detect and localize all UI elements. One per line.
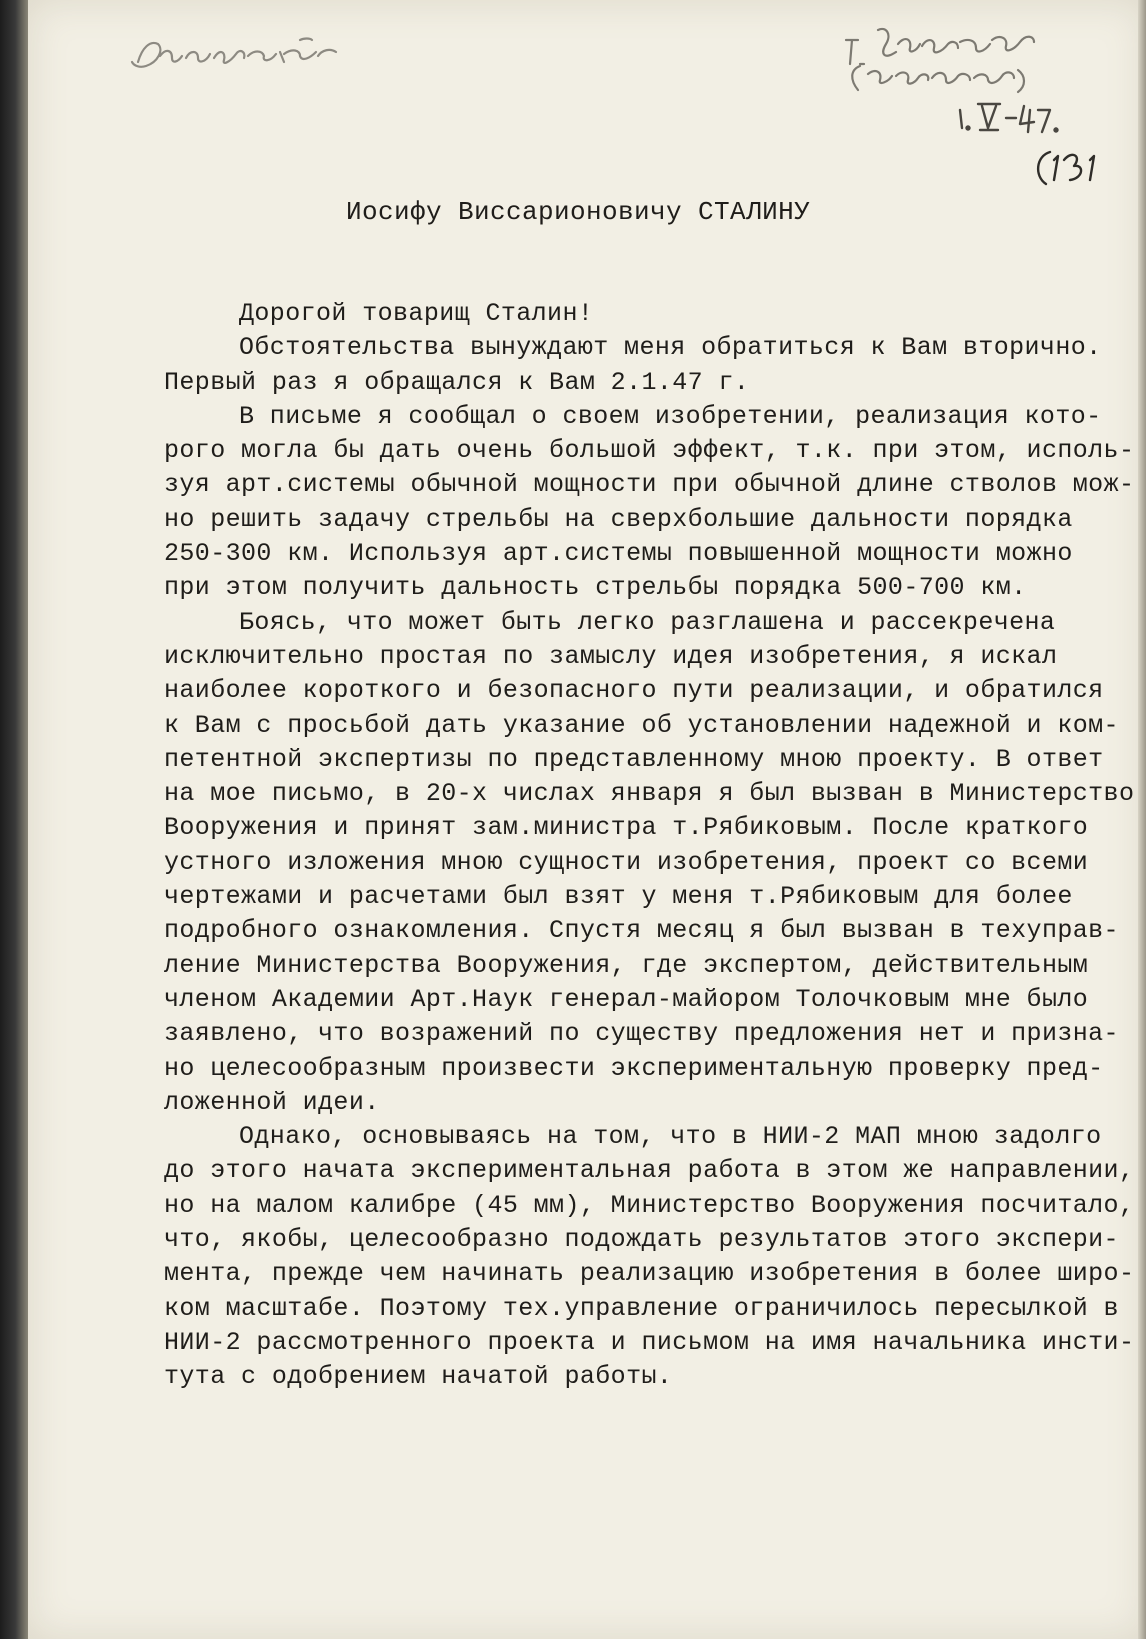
letter-line: но на малом калибре (45 мм), Министерство Вооружения посчитало, xyxy=(164,1190,1135,1220)
letter-line: подробного ознакомления. Спустя месяц я был вызван в техуправ- xyxy=(164,916,1119,946)
letter-line: НИИ-2 рассмотренного проекта и письмом на имя начальника инсти- xyxy=(164,1327,1135,1357)
scan-right-edge xyxy=(1138,0,1146,1639)
annotation-page-number xyxy=(1038,152,1094,184)
letter-line: до этого начата экспериментальная работа в этом же направлении, xyxy=(164,1156,1135,1186)
letter-line: к Вам с просьбой дать указание об установлении надежной и ком- xyxy=(164,710,1119,740)
letter-line: устного изложения мною сущности изобретения, проект со всеми xyxy=(164,847,1089,877)
letter-line: тута с одобрением начатой работы. xyxy=(164,1362,673,1392)
letter-line: заявлено, что возражений по существу предложения нет и призна- xyxy=(164,1019,1119,1049)
letter-line: но целесообразным произвести экспериментальную проверку пред- xyxy=(164,1053,1104,1083)
letter-line: В письме я сообщал о своем изобретении, реализация кото- xyxy=(239,401,1102,431)
scan-left-edge xyxy=(0,0,28,1639)
letter-line: ление Министерства Вооружения, где экспертом, действительным xyxy=(164,950,1089,980)
letter-line: петентной экспертизы по представленному мною проекту. В ответ xyxy=(164,744,1104,774)
letter-line: Боясь, что может быть легко разглашена и рассекречена xyxy=(239,607,1056,637)
letter-line: Однако, основываясь на том, что в НИИ-2 МАП мною задолго xyxy=(239,1122,1102,1152)
addressee-line: Иосифу Виссарионовичу СТАЛИНУ xyxy=(346,197,811,227)
letter-line: зуя арт.системы обычной мощности при обычной длине стволов мож- xyxy=(164,470,1135,500)
letter-line: Дорогой товарищ Сталин! xyxy=(239,299,594,328)
letter-line: что, якобы, целесообразно подождать результатов этого экспери- xyxy=(164,1225,1119,1255)
letter-line: членом Академии Арт.Наук генерал-майором Толочковым мне было xyxy=(164,984,1089,1014)
letter-line: ложенной идеи. xyxy=(164,1087,380,1117)
letter-line: при этом получить дальность стрельбы порядка 500-700 км. xyxy=(164,573,1027,603)
annotation-top-right xyxy=(846,29,1034,92)
letter-line: мента, прежде чем начинать реализацию изобретения в более широ- xyxy=(164,1259,1135,1289)
letter-line: исключительно простая по замыслу идея изобретения, я искал xyxy=(164,641,1058,671)
letter-line: Обстоятельства вынуждают меня обратиться к Вам вторично. xyxy=(239,333,1102,363)
annotation-top-left xyxy=(132,39,336,67)
letter-line: но решить задачу стрельбы на сверхбольшие дальности порядка xyxy=(164,504,1073,534)
letter-line: Первый раз я обращался к Вам 2.1.47 г. xyxy=(164,367,750,397)
annotation-date xyxy=(960,104,1058,132)
letter-line: ком масштабе. Поэтому тех.управление ограничилось пересылкой в xyxy=(164,1293,1119,1323)
letter-line: на мое письмо, в 20-х числах января я был вызван в Министерство xyxy=(164,779,1135,809)
letter-line: рого могла бы дать очень большой эффект, т.к. при этом, исполь- xyxy=(164,436,1135,466)
letter-body xyxy=(164,297,1135,1395)
handwritten-annotations xyxy=(0,0,1146,220)
letter-line: 250-300 км. Используя арт.системы повышенной мощности можно xyxy=(164,539,1073,569)
letter-line: наиболее короткого и безопасного пути реализации, и обратился xyxy=(164,676,1104,706)
letter-line: чертежами и расчетами был взят у меня т.Рябиковым для более xyxy=(164,882,1073,912)
letter-line: Вооружения и принят зам.министра т.Рябиковым. После краткого xyxy=(164,813,1089,843)
